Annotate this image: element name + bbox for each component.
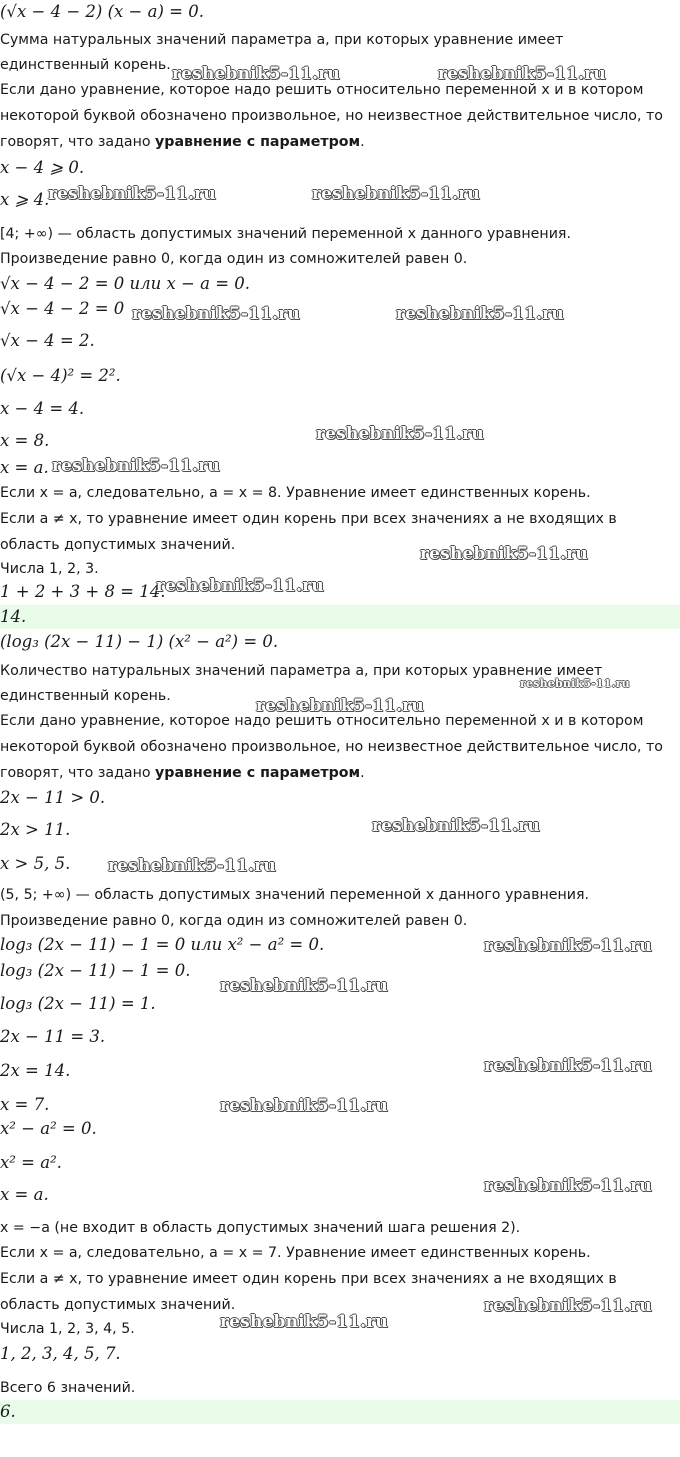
watermark: reshebnik5-11.ru xyxy=(484,936,652,956)
problem2-equation: (log₃ (2x − 11) − 1) (x² − a²) = 0. xyxy=(0,632,279,651)
solution-step: x² − a² = 0. xyxy=(0,1119,97,1138)
definition-suffix: . xyxy=(360,134,365,150)
solution-step: x ⩾ 4. xyxy=(0,190,50,209)
solution-step: (5, 5; +∞) — область допустимых значений переменной x данного уравнения. xyxy=(0,887,590,903)
solution-step: область допустимых значений. xyxy=(0,1297,236,1313)
solution-step: x = 8. xyxy=(0,431,50,450)
solution-step: 2x − 11 = 3. xyxy=(0,1027,106,1046)
problem1-equation: (√x − 4 − 2) (x − a) = 0. xyxy=(0,2,204,21)
solution-step: 2x = 14. xyxy=(0,1061,71,1080)
solution-step: 1 + 2 + 3 + 8 = 14. xyxy=(0,582,166,601)
definition-term: уравнение с параметром xyxy=(155,765,361,781)
watermark: reshebnik5-11.ru xyxy=(484,1296,652,1316)
watermark: reshebnik5-11.ru xyxy=(312,184,480,204)
problem1-definition-line3 xyxy=(0,130,680,154)
problem1-answer: 14. xyxy=(0,605,680,629)
solution-step: (√x − 4)² = 2². xyxy=(0,366,121,385)
solution-step: √x − 4 − 2 = 0 или x − a = 0. xyxy=(0,274,251,293)
solution-step: Числа 1, 2, 3. xyxy=(0,561,99,577)
solution-step: x > 5, 5. xyxy=(0,854,71,873)
solution-step: x − 4 ⩾ 0. xyxy=(0,158,85,177)
problem2-definition-line2: некоторой буквой обозначено произвольное, но неизвестное действительное число, то xyxy=(0,739,663,755)
watermark: reshebnik5-11.ru xyxy=(484,1056,652,1076)
problem2-question-cont: единственный корень. xyxy=(0,688,171,704)
problem1-definition-line2: некоторой буквой обозначено произвольное, но неизвестное действительное число, то xyxy=(0,108,663,124)
definition-prefix: говорят, что задано xyxy=(0,134,156,150)
solution-step: [4; +∞) — область допустимых значений переменной x данного уравнения. xyxy=(0,226,571,242)
watermark: reshebnik5-11.ru xyxy=(438,64,606,84)
watermark: reshebnik5-11.ru xyxy=(48,184,216,204)
solution-step: √x − 4 − 2 = 0 xyxy=(0,299,125,318)
solution-step: Если a ≠ x, то уравнение имеет один корень при всех значениях a не входящих в xyxy=(0,1271,617,1287)
watermark: reshebnik5-11.ru xyxy=(372,816,540,836)
problem1-question-cont: единственный корень. xyxy=(0,57,171,73)
problem2-answer: 6. xyxy=(0,1400,680,1424)
solution-step: x = a. xyxy=(0,1185,49,1204)
solution-step: 1, 2, 3, 4, 5, 7. xyxy=(0,1344,121,1363)
problem1-definition-line1: Если дано уравнение, которое надо решить относительно переменной x и в котором xyxy=(0,82,644,98)
solution-step: x = −a (не входит в область допустимых значений шага решения 2). xyxy=(0,1220,521,1236)
solution-step: x − 4 = 4. xyxy=(0,399,85,418)
solution-step: x = a. xyxy=(0,458,49,477)
solution-step: Всего 6 значений. xyxy=(0,1380,136,1396)
solution-step: область допустимых значений. xyxy=(0,537,236,553)
problem2-question: Количество натуральных значений параметра a, при которых уравнение имеет xyxy=(0,663,603,679)
problem1-question: Сумма натуральных значений параметра a, при которых уравнение имеет xyxy=(0,32,564,48)
solution-step: log₃ (2x − 11) − 1 = 0. xyxy=(0,961,191,980)
watermark: reshebnik5-11.ru xyxy=(220,1312,388,1332)
watermark: reshebnik5-11.ru xyxy=(108,856,276,876)
solution-step: Если a ≠ x, то уравнение имеет один корень при всех значениях a не входящих в xyxy=(0,511,617,527)
watermark: reshebnik5-11.ru xyxy=(156,576,324,596)
solution-step: Произведение равно 0, когда один из сомножителей равен 0. xyxy=(0,251,468,267)
solution-step: x = 7. xyxy=(0,1095,50,1114)
solution-step: √x − 4 = 2. xyxy=(0,331,95,350)
watermark: reshebnik5-11.ru xyxy=(172,64,340,84)
watermark: reshebnik5-11.ru xyxy=(396,304,564,324)
watermark: reshebnik5-11.ru xyxy=(484,1176,652,1196)
watermark: reshebnik5-11.ru xyxy=(256,696,424,716)
solution-step: log₃ (2x − 11) − 1 = 0 или x² − a² = 0. xyxy=(0,935,325,954)
solution-step: Произведение равно 0, когда один из сомножителей равен 0. xyxy=(0,913,468,929)
definition-term: уравнение с параметром xyxy=(155,134,361,150)
watermark: reshebnik5-11.ru xyxy=(132,304,300,324)
solution-step: x² = a². xyxy=(0,1153,62,1172)
solution-step: Если x = a, следовательно, a = x = 8. Уравнение имеет единственных корень. xyxy=(0,485,591,501)
watermark: reshebnik5-11.ru xyxy=(220,1096,388,1116)
watermark: reshebnik5-11.ru xyxy=(220,976,388,996)
solution-step: log₃ (2x − 11) = 1. xyxy=(0,994,156,1013)
definition-prefix: говорят, что задано xyxy=(0,765,156,781)
solution-step: Числа 1, 2, 3, 4, 5. xyxy=(0,1321,135,1337)
watermark: reshebnik5-11.ru xyxy=(520,677,630,690)
watermark: reshebnik5-11.ru xyxy=(420,544,588,564)
watermark: reshebnik5-11.ru xyxy=(316,424,484,444)
problem2-definition-line1: Если дано уравнение, которое надо решить относительно переменной x и в котором xyxy=(0,713,644,729)
solution-step: 2x − 11 > 0. xyxy=(0,788,106,807)
definition-suffix: . xyxy=(360,765,365,781)
watermark: reshebnik5-11.ru xyxy=(52,456,220,476)
solution-step: Если x = a, следовательно, a = x = 7. Уравнение имеет единственных корень. xyxy=(0,1245,591,1261)
problem2-definition-line3 xyxy=(0,761,680,785)
solution-step: 2x > 11. xyxy=(0,820,71,839)
